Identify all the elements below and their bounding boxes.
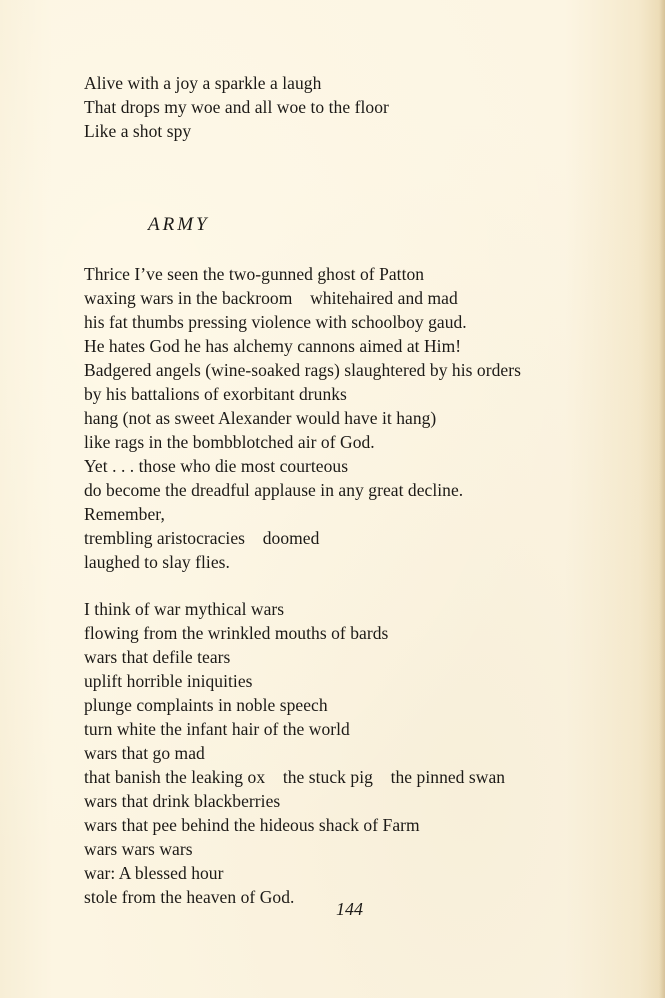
poem-line: hang (not as sweet Alexander would have it hang) (84, 408, 437, 428)
poem-line: I think of war mythical wars (84, 599, 285, 619)
poem-line: wars wars wars (84, 839, 193, 859)
poem-title: ARMY (148, 214, 210, 235)
page-edge-shadow (659, 0, 665, 998)
poem-line: wars that defile tears (84, 647, 231, 667)
poem-line: war: A blessed hour (84, 863, 224, 883)
poem-line: that banish the leaking ox the stuck pig the pinned swan (84, 767, 506, 787)
poem-line: wars that drink blackberries (84, 791, 281, 811)
poem-line: by his battalions of exorbitant drunks (84, 384, 347, 404)
poem-line: uplift horrible iniquities (84, 671, 253, 691)
preceding-poem-line: Alive with a joy a sparkle a laugh (84, 73, 322, 93)
page-number: 144 (336, 899, 363, 919)
poem-line: wars that pee behind the hideous shack of Farm (84, 815, 420, 835)
poem-line: stole from the heaven of God. (84, 887, 295, 907)
poem-line: waxing wars in the backroom whitehaired and mad (84, 288, 458, 308)
poem-line: laughed to slay flies. (84, 552, 230, 572)
poem-line: plunge complaints in noble speech (84, 695, 328, 715)
poem-line: Remember, (84, 504, 165, 524)
poem-line: trembling aristocracies doomed (84, 528, 320, 548)
poem-line: He hates God he has alchemy cannons aimed at Him! (84, 336, 462, 356)
poem-line: do become the dreadful applause in any great decline. (84, 480, 464, 500)
poem-line: Thrice I’ve seen the two-gunned ghost of Patton (84, 264, 425, 284)
poem-line: Badgered angels (wine-soaked rags) slaughtered by his orders (84, 360, 521, 380)
poem-line: wars that go mad (84, 743, 205, 763)
preceding-poem-line: Like a shot spy (84, 121, 192, 141)
preceding-poem-line: That drops my woe and all woe to the floor (84, 97, 389, 117)
poem-line: turn white the infant hair of the world (84, 719, 350, 739)
poem-line: like rags in the bombblotched air of God. (84, 432, 375, 452)
poem-line: his fat thumbs pressing violence with schoolboy gaud. (84, 312, 467, 332)
poem-line: Yet . . . those who die most courteous (84, 456, 349, 476)
poem-line: flowing from the wrinkled mouths of bards (84, 623, 389, 643)
